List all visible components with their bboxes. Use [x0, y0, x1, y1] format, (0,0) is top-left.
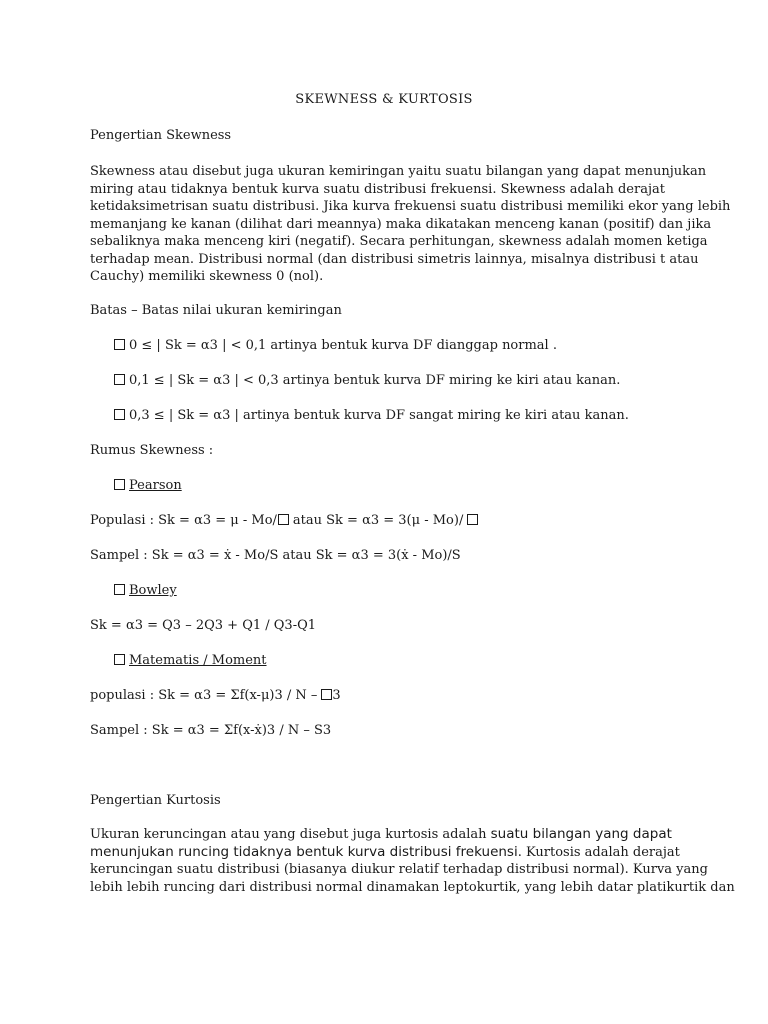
- bowley-formula: Sk = α3 = Q3 – 2Q3 + Q1 / Q3-Q1: [90, 618, 317, 633]
- moment-population-formula: [90, 687, 341, 705]
- bowley-label: Bowley: [129, 583, 177, 598]
- pearson-sample-formula: Sampel : Sk = α3 = ẋ - Mo/S atau Sk = α3 = 3(ẋ - Mo)/S: [90, 548, 461, 563]
- batas-heading: Batas – Batas nilai ukuran kemiringan: [90, 303, 342, 318]
- list-item-text: 0,3 ≤ | Sk = α3 | artinya bentuk kurva DF sangat miring ke kiri atau kanan.: [129, 408, 629, 423]
- formula-text: Populasi : Sk = α3 = μ - Mo/: [90, 513, 277, 528]
- checkbox-glyph-icon: [114, 479, 125, 490]
- paragraph-line: memanjang ke kanan (dilihat dari meannya) maka dikatakan menceng kanan (positif) dan jika: [90, 216, 712, 232]
- bowley-item: [114, 582, 177, 600]
- rumus-heading: Rumus Skewness :: [90, 443, 214, 458]
- paragraph-text: . Kurtosis adalah derajat: [517, 844, 680, 860]
- formula-text: 3: [332, 688, 341, 703]
- list-item-text: 0 ≤ | Sk = α3 | < 0,1 artinya bentuk kurva DF dianggap normal .: [129, 338, 557, 353]
- checkbox-glyph-icon: [114, 584, 125, 595]
- moment-sample-formula: Sampel : Sk = α3 = Σf(x-ẋ)3 / N – S3: [90, 723, 332, 738]
- document-title: SKEWNESS & KURTOSIS: [295, 92, 473, 107]
- paragraph-line: miring atau tidaknya bentuk kurva suatu distribusi frekuensi. Skewness adalah derajat: [90, 181, 665, 197]
- checkbox-glyph-icon: [114, 409, 125, 420]
- paragraph-line: sebaliknya maka menceng kiri (negatif). Secara perhitungan, skewness adalah momen ketiga: [90, 234, 708, 249]
- list-item-text: 0,1 ≤ | Sk = α3 | < 0,3 artinya bentuk kurva DF miring ke kiri atau kanan.: [129, 373, 621, 388]
- paragraph-line: terhadap mean. Distribusi normal (dan distribusi simetris lainnya, misalnya distribusi t atau: [90, 251, 699, 267]
- checkbox-glyph-icon: [114, 339, 125, 350]
- skewness-heading: Pengertian Skewness: [90, 128, 232, 143]
- moment-label: Matematis / Moment: [129, 653, 267, 668]
- list-item: [114, 372, 620, 390]
- paragraph-text: menunjukan runcing tidaknya bentuk kurva distribusi frekuensi: [90, 843, 518, 860]
- list-item: [114, 407, 629, 425]
- formula-text: atau Sk = α3 = 3(μ - Mo)/: [292, 513, 464, 528]
- moment-item: [114, 652, 267, 670]
- formula-text: populasi : Sk = α3 = Σf(x-μ)3 / N –: [90, 688, 318, 703]
- paragraph-line: Skewness atau disebut juga ukuran kemiringan yaitu suatu bilangan yang dapat menunjukan: [90, 164, 707, 179]
- paragraph-line: Cauchy) memiliki skewness 0 (nol).: [90, 269, 324, 284]
- missing-glyph-icon: [321, 689, 332, 700]
- checkbox-glyph-icon: [114, 654, 125, 665]
- paragraph-text: Ukuran keruncingan atau yang disebut juga kurtosis adalah: [90, 827, 491, 842]
- paragraph-line: keruncingan suatu distribusi (biasanya diukur relatif terhadap distribusi normal). Kurva yang: [90, 862, 708, 877]
- skewness-paragraph: [90, 163, 731, 286]
- missing-glyph-icon: [467, 514, 478, 525]
- paragraph-line: lebih lebih runcing dari distribusi normal dinamakan leptokurtik, yang lebih datar platikurtik dan: [90, 879, 735, 895]
- pearson-item: [114, 477, 182, 495]
- paragraph-line: [90, 843, 680, 862]
- pearson-population-formula: [90, 512, 482, 530]
- paragraph-line: ketidaksimetrisan suatu distribusi. Jika kurva frekuensi suatu distribusi memiliki ekor yang lebih: [90, 199, 731, 214]
- list-item: [114, 337, 557, 355]
- pearson-label: Pearson: [129, 478, 182, 493]
- kurtosis-paragraph: [90, 826, 735, 896]
- paragraph-text: suatu bilangan yang dapat: [490, 826, 672, 842]
- paragraph-line: [90, 826, 670, 844]
- kurtosis-heading: Pengertian Kurtosis: [90, 793, 221, 808]
- missing-glyph-icon: [278, 514, 289, 525]
- checkbox-glyph-icon: [114, 374, 125, 385]
